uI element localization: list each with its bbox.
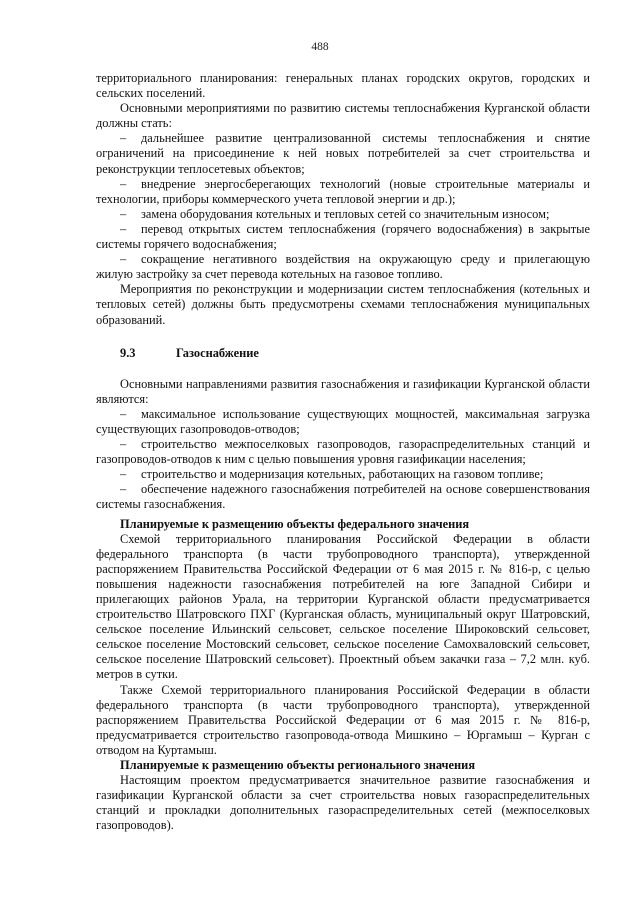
federal-objects-heading: Планируемые к размещению объекты федерального значения <box>120 516 470 531</box>
dash-marker: – <box>120 221 127 236</box>
paragraph-heat-lead: Основными мероприятиями по развитию системы теплоснабжения Курганской области должны стать: <box>96 101 590 131</box>
gas-item <box>96 407 590 437</box>
regional-objects-heading: Планируемые к размещению объекты регионального значения <box>120 758 476 773</box>
section-number: 9.3 <box>120 345 136 360</box>
document-page <box>96 71 590 834</box>
heat-item-text: сокращение негативного воздействия на окружающую среду и прилегающую жилую застройку за счет перевода котельных на газовое топливо. <box>96 252 590 282</box>
heat-item-text: замена оборудования котельных и тепловых сетей со значительным износом; <box>141 206 550 221</box>
dash-marker: – <box>120 131 127 146</box>
dash-marker: – <box>120 406 127 421</box>
gas-item <box>96 467 590 482</box>
paragraph-federal-1: Схемой территориального планирования Российской Федерации в области федерального транспорта (в части трубопроводного транспорта), утвержденной распоряжением Правительства Российской Федерации от 6 мая 2015 г. № 816-р, с целью повышения надежности газоснабжения потребителей на юге Западной Сибири и прилегающих районов Урала, на территории Курганской области предусматривается строительство Шатровского ПХГ (Курганская область, муниципальный округ Шатровский, сельское поселение Ильинский сельсовет, сельское поселение Широковский сельсовет, сельское поселение Мостовский сельсовет, сельское поселение Самохваловский сельсовет, сельское поселение Шатровский сельсовет). Проектный объем закачки газа – 7,2 млн. куб. метров в сутки. <box>96 531 590 682</box>
gas-list <box>96 407 590 513</box>
section-heading <box>96 346 590 361</box>
heat-item-text: внедрение энергосберегающих технологий (новые строительные материалы и технологии, приборы коммерческого учета тепловой энергии и др.); <box>96 176 590 206</box>
paragraph-gas-lead: Основными направлениями развития газоснабжения и газификации Курганской области являются: <box>96 376 590 406</box>
gas-item-text: обеспечение надежного газоснабжения потребителей на основе совершенствования системы газоснабжения. <box>96 482 590 512</box>
dash-marker: – <box>120 437 127 452</box>
paragraph-intro-continuation: территориального планирования: генеральных планах городских округов, городских и сельских поселений. <box>96 71 590 101</box>
gas-item-text: максимальное использование существующих мощностей, максимальная загрузка существующих газопроводов-отводов; <box>96 406 590 436</box>
paragraph-federal-2: Также Схемой территориального планирования Российской Федерации в области федерального транспорта (в части трубопроводного транспорта), утвержденной распоряжением Правительства Российской Федерации от 6 мая 2015 г. № 816-р, предусматривается строительство газопровода-отвода Мишкино – Юргамыш – Курган с отводом на Куртамыш. <box>96 682 590 757</box>
heat-item <box>96 177 590 207</box>
heat-item-text: дальнейшее развитие централизованной системы теплоснабжения и снятие ограничений на присоединение к ней новых потребителей за счет строительства и реконструкции теплосетевых объектов; <box>96 131 590 176</box>
section-title: Газоснабжение <box>176 345 259 360</box>
dash-marker: – <box>120 467 127 482</box>
gas-item-text: строительство межпоселковых газопроводов, газораспределительных станций и газопроводов-отводов к ним с целью повышения уровня газификации населения; <box>96 437 590 467</box>
heat-item <box>96 131 590 176</box>
paragraph-regional: Настоящим проектом предусматривается значительное развитие газоснабжения и газификации Курганской области за счет строительства новых газораспределительных станций и прокладки дополнительных газораспределительных сетей (межпоселковых газопроводов). <box>96 773 590 833</box>
gas-item <box>96 482 590 512</box>
dash-marker: – <box>120 252 127 267</box>
page-number: 488 <box>311 41 329 53</box>
heat-item <box>96 252 590 282</box>
gas-item <box>96 437 590 467</box>
dash-marker: – <box>120 206 127 221</box>
heat-list <box>96 131 590 282</box>
paragraph-heat-schemes: Мероприятия по реконструкции и модернизации систем теплоснабжения (котельных и тепловых сетей) должны быть предусмотрены схемами теплоснабжения муниципальных образований. <box>96 282 590 327</box>
dash-marker: – <box>120 176 127 191</box>
heat-item <box>96 207 590 222</box>
gas-item-text: строительство и модернизация котельных, работающих на газовом топливе; <box>141 467 544 482</box>
heat-item-text: перевод открытых систем теплоснабжения (горячего водоснабжения) в закрытые системы горячего водоснабжения; <box>96 221 590 252</box>
heat-item <box>96 222 590 252</box>
dash-marker: – <box>120 482 127 497</box>
